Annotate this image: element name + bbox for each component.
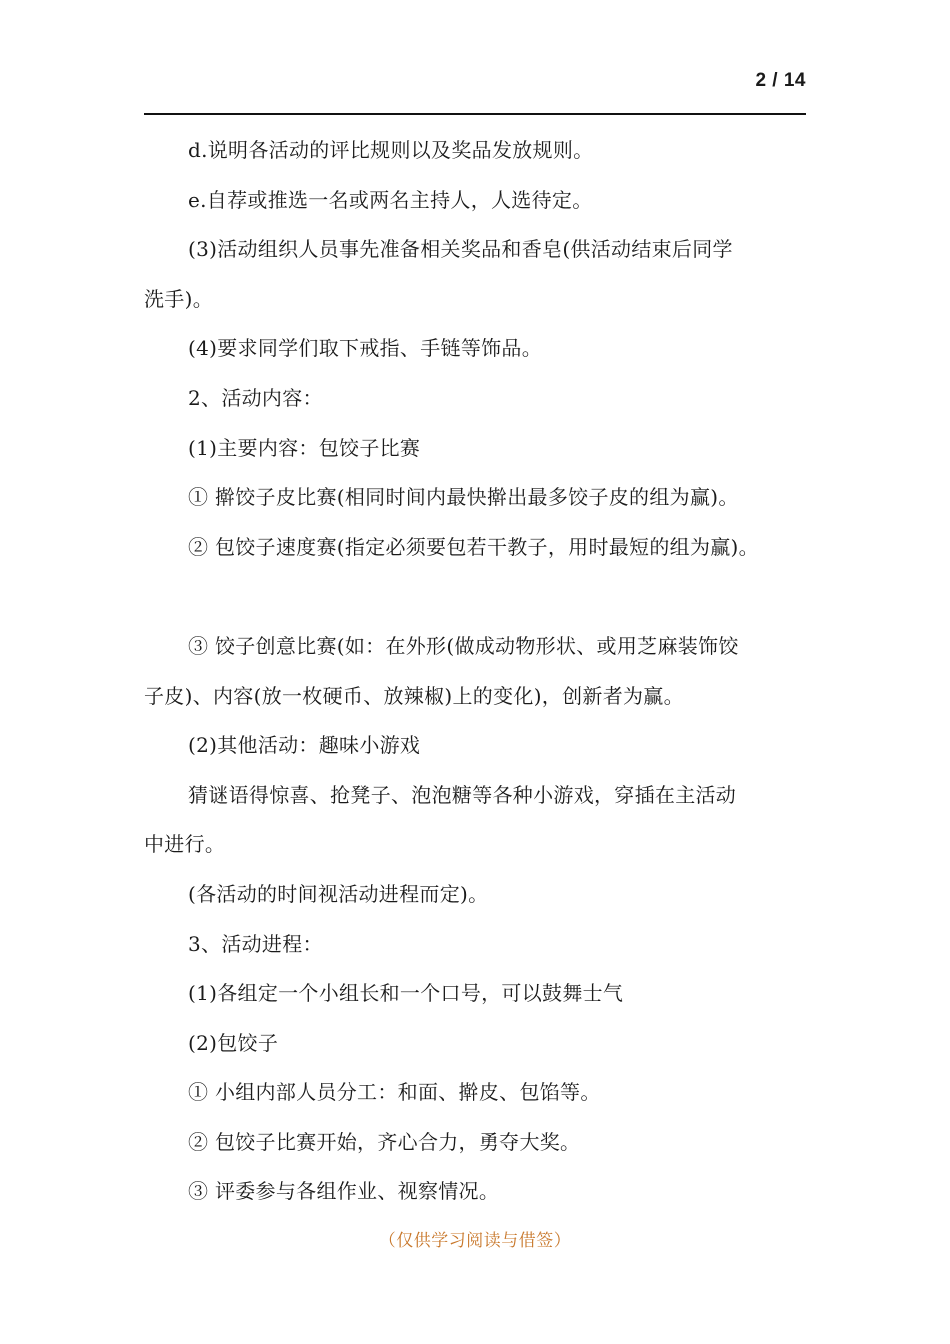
text-line: 洗手)。 [144, 286, 214, 311]
text-line: (2)其他活动：趣味小游戏 [188, 733, 421, 758]
text-line: ③ 饺子创意比赛(如：在外形(做成动物形状、或用芝麻装饰饺 [188, 633, 739, 658]
text-line: (3)活动组织人员事先准备相关奖品和香皂(供活动结束后同学 [188, 237, 733, 262]
text-line: ② 包饺子比赛开始，齐心合力，勇夺大奖。 [188, 1129, 581, 1154]
text-line: ① 擀饺子皮比赛(相同时间内最快擀出最多饺子皮的组为赢)。 [188, 485, 739, 510]
footer-note: （仅供学习阅读与借签） [378, 1231, 572, 1251]
text-line: (1)主要内容：包饺子比赛 [188, 435, 421, 460]
text-line: ① 小组内部人员分工：和面、擀皮、包馅等。 [188, 1080, 601, 1105]
text-line: (4)要求同学们取下戒指、手链等饰品。 [188, 336, 543, 361]
header-divider [144, 113, 806, 115]
text-line: e.自荐或推选一名或两名主持人，人选待定。 [188, 187, 593, 212]
text-line: ② 包饺子速度赛(指定必须要包若干教子，用时最短的组为赢)。 [188, 534, 759, 559]
text-line: 猜谜语得惊喜、抢凳子、泡泡糖等各种小游戏，穿插在主活动 [188, 782, 737, 807]
text-line: (1)各组定一个小组长和一个口号，可以鼓舞士气 [188, 981, 624, 1006]
document-body [144, 126, 824, 1217]
section-heading: 3、活动进程： [188, 931, 323, 956]
blank-line [144, 572, 824, 622]
text-line: (各活动的时间视活动进程而定)。 [188, 881, 489, 906]
text-line: (2)包饺子 [188, 1030, 279, 1055]
text-line: ③ 评委参与各组作业、视察情况。 [188, 1179, 500, 1204]
text-line: 中进行。 [144, 832, 226, 857]
text-line: 子皮)、内容(放一枚硬币、放辣椒)上的变化)，创新者为赢。 [144, 683, 684, 708]
page-number: 2 / 14 [755, 70, 806, 91]
text-line: d.说明各活动的评比规则以及奖品发放规则。 [188, 138, 594, 162]
section-heading: 2、活动内容： [188, 385, 323, 410]
